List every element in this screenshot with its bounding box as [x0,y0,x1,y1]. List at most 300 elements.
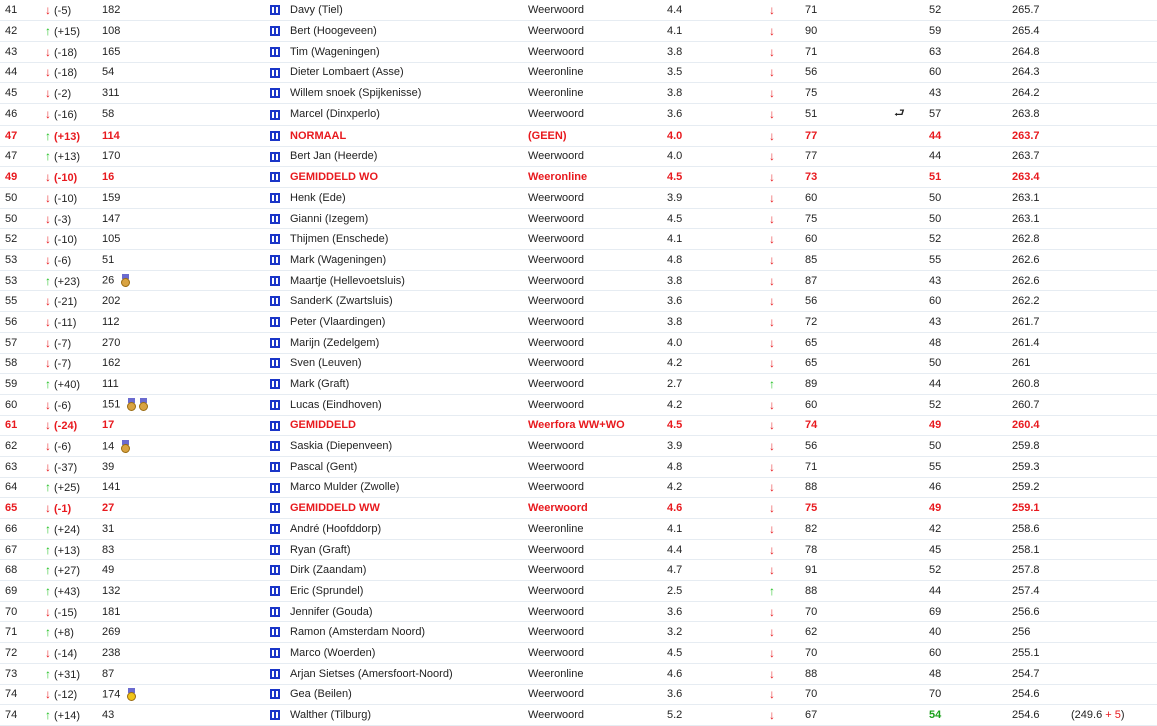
table-row [0,705,1157,726]
change-cell [43,705,102,726]
change-cell [43,539,102,560]
source-cell [528,167,667,188]
score-cell [805,456,894,477]
flag-icon [270,317,280,327]
total-cell [1012,560,1071,581]
change-cell [43,436,102,457]
table-row [0,663,1157,684]
participant-name: Davy (Tiel) [290,4,343,17]
arrow-down-icon: ↓ [45,44,51,59]
hits-cell [929,456,1012,477]
table-row [0,539,1157,560]
source-cell [528,684,667,705]
hits-value: 52 [929,398,942,411]
flag-cell [270,581,290,602]
points: 111 [102,378,119,391]
arrow-down-icon: ↓ [45,170,51,185]
flag-cell [270,208,290,229]
trend-cell [767,560,805,581]
note-cell [1071,312,1157,333]
flag-cell [270,560,290,581]
trend-cell [767,167,805,188]
rank: 49 [5,171,18,184]
points: 105 [102,233,121,246]
hits-cell [929,353,1012,374]
flag-cell [270,62,290,83]
note-cell [1071,0,1157,21]
source: (GEEN) [528,129,567,142]
avg-value: 3.5 [667,66,683,79]
rank: 68 [5,564,18,577]
rank-cell [0,103,43,125]
score-value: 75 [805,87,818,100]
total-cell [1012,229,1071,250]
trend-cell [767,291,805,312]
avg-value: 4.8 [667,253,683,266]
score-value: 70 [805,646,818,659]
name-cell [290,498,528,519]
change-value: (+24) [54,523,80,536]
name-cell [290,415,528,436]
arrow-down-icon: ↓ [45,211,51,226]
points-cell [102,21,270,42]
total-cell [1012,519,1071,540]
rank: 42 [5,25,18,38]
avg-value: 4.5 [667,171,683,184]
extra-cell [894,62,929,83]
change-cell [43,519,102,540]
source: Weerwoord [528,502,588,515]
source: Weerwoord [528,543,585,556]
name-cell [290,663,528,684]
note-cell [1071,663,1157,684]
source-cell [528,622,667,643]
points-cell [102,663,270,684]
total-value: 254.6 [1012,709,1040,722]
flag-icon [270,234,280,244]
extra-cell [894,146,929,167]
rank-cell [0,477,43,498]
extra-cell [894,332,929,353]
source: Weerwoord [528,336,585,349]
total-value: 256 [1012,626,1031,639]
source-cell [528,353,667,374]
hits-value: 52 [929,4,942,17]
change-value: (+23) [54,275,80,288]
points-cell [102,250,270,271]
rank-cell [0,374,43,395]
change-value: (-10) [54,192,78,205]
total-cell [1012,581,1071,602]
rank: 46 [5,108,18,121]
extra-cell [894,250,929,271]
participant-name: Arjan Sietses (Amersfoort-Noord) [290,667,453,680]
total-cell [1012,41,1071,62]
avg-cell [667,229,767,250]
score-value: 65 [805,357,818,370]
points-cell [102,41,270,62]
hits-cell [929,415,1012,436]
avg-value: 3.6 [667,605,683,618]
avg-value: 4.2 [667,398,683,411]
rank: 50 [5,212,18,225]
flag-icon [270,379,280,389]
extra-cell [894,83,929,104]
trend-down-icon: ↓ [769,418,775,433]
medal-bronze-icon [139,398,148,411]
total-value: 263.1 [1012,212,1040,225]
hits-value: 70 [929,688,942,701]
change-cell [43,146,102,167]
rank-cell [0,312,43,333]
table-row [0,581,1157,602]
table-row [0,250,1157,271]
change-value: (-12) [54,689,78,702]
score-cell [805,125,894,146]
extra-cell [894,270,929,291]
flag-cell [270,456,290,477]
total-cell [1012,83,1071,104]
table-row [0,374,1157,395]
rank: 47 [5,129,18,142]
source: Weerwoord [528,274,585,287]
change-cell [43,394,102,415]
avg-cell [667,0,767,21]
score-value: 60 [805,191,818,204]
points-cell [102,270,270,291]
score-value: 71 [805,4,818,17]
hits-value: 48 [929,667,942,680]
rank: 47 [5,150,18,163]
rank: 72 [5,646,18,659]
avg-value: 4.2 [667,481,683,494]
flag-cell [270,622,290,643]
score-value: 67 [805,709,818,722]
change-value: (-6) [54,254,72,267]
source-cell [528,374,667,395]
total-value: 264.2 [1012,87,1040,100]
name-cell [290,146,528,167]
flag-icon [270,296,280,306]
hits-value: 60 [929,646,942,659]
participant-name: Pascal (Gent) [290,460,358,473]
source: Weeronline [528,66,584,79]
hits-value: 55 [929,253,942,266]
extra-cell [894,456,929,477]
flag-cell [270,332,290,353]
avg-cell [667,62,767,83]
score-cell [805,167,894,188]
avg-cell [667,374,767,395]
change-cell [43,477,102,498]
table-row [0,560,1157,581]
flag-icon [270,462,280,472]
score-value: 56 [805,440,818,453]
avg-cell [667,353,767,374]
avg-cell [667,125,767,146]
hits-value: 52 [929,564,942,577]
total-cell [1012,125,1071,146]
points: 49 [102,564,115,577]
total-cell [1012,250,1071,271]
flag-icon [270,276,280,286]
table-row [0,270,1157,291]
table-row [0,415,1157,436]
source-cell [528,643,667,664]
source: Weerwoord [528,212,585,225]
name-cell [290,62,528,83]
points: 174 [102,688,121,701]
score-cell [805,332,894,353]
arrow-down-icon: ↓ [45,687,51,702]
source-cell [528,705,667,726]
arrow-down-icon: ↓ [45,356,51,371]
avg-cell [667,663,767,684]
flag-cell [270,498,290,519]
rank-cell [0,601,43,622]
hits-cell [929,167,1012,188]
participant-name: Gianni (Izegem) [290,212,369,225]
total-cell [1012,188,1071,209]
change-cell [43,498,102,519]
total-cell [1012,270,1071,291]
total-value: 258.6 [1012,522,1040,535]
score-cell [805,146,894,167]
hits-value: 48 [929,336,942,349]
extra-cell [894,684,929,705]
score-value: 77 [805,150,818,163]
total-cell [1012,353,1071,374]
points: 114 [102,129,120,142]
rank-cell [0,415,43,436]
rank: 59 [5,378,18,391]
points-cell [102,0,270,21]
flag-cell [270,125,290,146]
total-cell [1012,0,1071,21]
source: Weerwoord [528,108,585,121]
trend-cell [767,581,805,602]
table-row [0,312,1157,333]
table-row [0,519,1157,540]
name-cell [290,519,528,540]
trend-down-icon: ↓ [769,24,775,39]
note-cell [1071,477,1157,498]
trend-cell [767,332,805,353]
hits-cell [929,125,1012,146]
points-cell [102,83,270,104]
flag-cell [270,601,290,622]
points-cell [102,519,270,540]
flag-icon [270,503,280,513]
trend-down-icon: ↓ [769,65,775,80]
hits-value: 43 [929,274,942,287]
total-cell [1012,312,1071,333]
avg-value: 4.8 [667,460,683,473]
change-value: (+14) [54,710,80,723]
total-value: 259.2 [1012,481,1040,494]
rank-cell [0,436,43,457]
change-cell [43,560,102,581]
points-cell [102,498,270,519]
change-value: (+15) [54,26,80,39]
score-cell [805,560,894,581]
points: 311 [102,87,120,100]
trend-down-icon: ↓ [769,149,775,164]
total-cell [1012,332,1071,353]
change-value: (+8) [54,627,74,640]
trend-down-icon: ↓ [769,625,775,640]
trend-down-icon: ↓ [769,542,775,557]
name-cell [290,188,528,209]
rank-cell [0,498,43,519]
table-row [0,125,1157,146]
flag-icon [270,214,280,224]
source-cell [528,436,667,457]
name-cell [290,456,528,477]
change-value: (-11) [54,316,77,329]
table-row [0,83,1157,104]
change-value: (+43) [54,585,80,598]
arrow-down-icon: ↓ [45,439,51,454]
avg-value: 4.1 [667,25,683,38]
source-cell [528,41,667,62]
trend-cell [767,41,805,62]
total-value: 259.3 [1012,460,1040,473]
avg-value: 5.2 [667,709,683,722]
note-cell [1071,103,1157,125]
score-cell [805,208,894,229]
change-cell [43,188,102,209]
points-cell [102,103,270,125]
change-value: (-6) [54,399,72,412]
points-cell [102,415,270,436]
source: Weerwoord [528,4,585,17]
source: Weerwoord [528,460,585,473]
total-value: 262.2 [1012,295,1040,308]
avg-value: 3.8 [667,274,683,287]
trend-cell [767,601,805,622]
extra-cell [894,663,929,684]
score-cell [805,684,894,705]
flag-cell [270,21,290,42]
avg-cell [667,250,767,271]
table-row [0,62,1157,83]
table-row [0,436,1157,457]
hits-cell [929,208,1012,229]
arrow-down-icon: ↓ [45,3,51,18]
trend-down-icon: ↓ [769,501,775,516]
source-cell [528,581,667,602]
trend-down-icon: ↓ [769,521,775,536]
score-cell [805,663,894,684]
points: 112 [102,315,120,328]
note-cell [1071,125,1157,146]
arrow-down-icon: ↓ [45,252,51,267]
flag-cell [270,436,290,457]
score-cell [805,374,894,395]
trend-cell [767,62,805,83]
table-row [0,643,1157,664]
source-cell [528,62,667,83]
avg-value: 4.5 [667,646,683,659]
participant-name: Ramon (Amsterdam Noord) [290,626,426,639]
trend-down-icon: ↓ [769,44,775,59]
source-cell [528,188,667,209]
avg-value: 4.5 [667,419,683,432]
trend-cell [767,312,805,333]
source-cell [528,498,667,519]
points-cell [102,705,270,726]
total-value: 260.7 [1012,398,1040,411]
flag-icon [270,68,280,78]
flag-icon [270,400,280,410]
participant-name: André (Hoofddorp) [290,522,382,535]
avg-cell [667,477,767,498]
trend-down-icon: ↓ [769,439,775,454]
source: Weerwoord [528,584,585,597]
points: 14 [102,440,115,452]
name-cell [290,353,528,374]
participant-name: Dieter Lombaert (Asse) [290,66,404,79]
hits-cell [929,0,1012,21]
hits-value: 45 [929,543,942,556]
hits-cell [929,539,1012,560]
change-cell [43,581,102,602]
note-cell [1071,394,1157,415]
hits-value: 50 [929,212,942,225]
participant-name: Sven (Leuven) [290,357,362,370]
rank: 52 [5,233,18,246]
source-cell [528,312,667,333]
score-cell [805,250,894,271]
source-cell [528,229,667,250]
name-cell [290,684,528,705]
total-value: 261 [1012,357,1031,370]
flag-icon [270,627,280,637]
extra-cell [894,394,929,415]
note-cell [1071,188,1157,209]
change-cell [43,103,102,125]
participant-name: Henk (Ede) [290,191,346,204]
arrow-down-icon: ↓ [45,397,51,412]
points: 108 [102,25,121,38]
table-row [0,332,1157,353]
flag-cell [270,41,290,62]
change-cell [43,291,102,312]
flag-cell [270,146,290,167]
total-cell [1012,62,1071,83]
points: 51 [102,253,115,266]
arrow-down-icon: ↓ [45,65,51,80]
trend-down-icon: ↓ [769,687,775,702]
flag-icon [270,131,280,141]
avg-value: 4.0 [667,129,683,142]
arrow-up-icon: ↑ [45,625,51,640]
change-value: (-3) [54,213,72,226]
avg-cell [667,684,767,705]
hits-value: 60 [929,66,942,79]
hits-cell [929,394,1012,415]
score-cell [805,312,894,333]
hits-value: 51 [929,171,942,184]
extra-cell [894,312,929,333]
source: Weerwoord [528,191,585,204]
rank-cell [0,291,43,312]
flag-cell [270,684,290,705]
rank: 50 [5,191,18,204]
extra-cell [894,705,929,726]
hits-cell [929,270,1012,291]
